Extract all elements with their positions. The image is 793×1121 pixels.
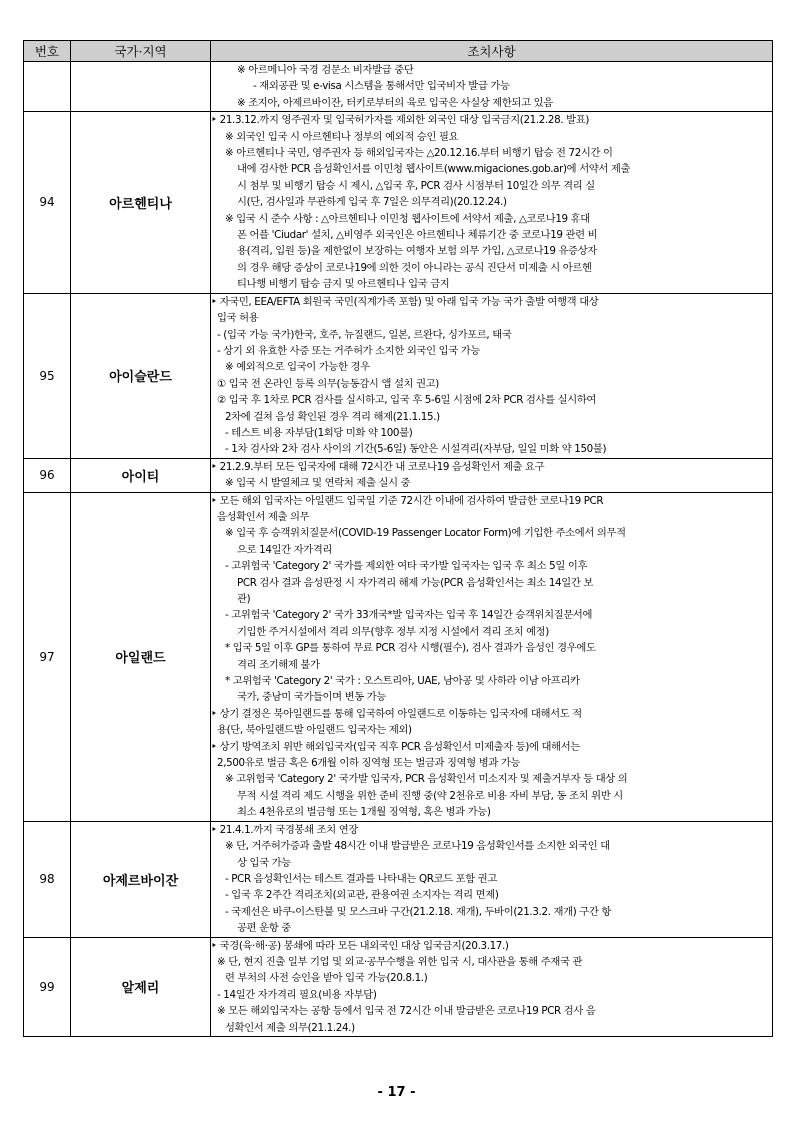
measure-line: - 국제선은 바쿠-이스탄불 및 모스크바 구간(21.2.18. 재개), 두바이(21.3.2. 재개) 구간 항 bbox=[225, 905, 612, 918]
row-measures bbox=[211, 937, 773, 1036]
table-body bbox=[24, 62, 773, 1037]
measure-line: 으로 14일간 자가격리 bbox=[237, 543, 333, 556]
measure-line: 국가, 중남미 국가들이며 변동 가능 bbox=[237, 691, 386, 704]
measure-line: PCR 검사 결과 음성판정 시 자가격리 해제 가능(PCR 음성확인서는 최소 14일간 보 bbox=[237, 576, 593, 589]
measure-line: - 테스트 비용 자부담(1회당 미화 약 100불) bbox=[225, 426, 413, 439]
measure-line: ‣ 모든 해외 입국자는 아일랜드 입국일 기준 72시간 이내에 검사하여 발급한 코로나19 PCR bbox=[211, 494, 604, 507]
measure-line: 공편 운항 중 bbox=[237, 922, 291, 935]
row-number: 95 bbox=[24, 293, 71, 458]
measure-line: ※ 외국인 입국 시 아르헨티나 정부의 예외적 승인 필요 bbox=[225, 130, 459, 143]
measure-line: 입국 허용 bbox=[217, 312, 259, 325]
row-measures bbox=[211, 458, 773, 492]
measure-line: ‣ 21.3.12.까지 영주권자 및 입국허가자를 제외한 외국인 대상 입국금지(21.2.28. 발표) bbox=[211, 114, 590, 127]
table-header-row bbox=[24, 41, 773, 62]
measure-line: ‣ 상기 방역조치 위반 해외입국자(입국 직후 PCR 음성확인서 미제출자 등)에 대해서는 bbox=[211, 740, 580, 753]
table-row bbox=[24, 937, 773, 1036]
measure-line: 음성확인서 제출 의무 bbox=[217, 510, 310, 523]
measure-line: ※ 입국 시 발열체크 및 연락처 제출 실시 중 bbox=[225, 477, 411, 490]
row-number: 99 bbox=[24, 937, 71, 1036]
measure-line: 용(격리, 입원 등)을 제한없이 보장하는 여행자 보험 의무 가입, △코로나19 유증상자 bbox=[237, 245, 597, 258]
row-number bbox=[24, 62, 71, 112]
measure-line: ※ 단, 현지 진출 일부 기업 및 외교·공무수행을 위한 입국 시, 대사관을 통해 주재국 관 bbox=[217, 955, 583, 968]
table-row bbox=[24, 458, 773, 492]
header-country: 국가·지역 bbox=[71, 41, 211, 62]
measure-line: - PCR 음성확인서는 테스트 결과를 나타내는 QR코드 포함 권고 bbox=[225, 872, 497, 885]
measure-line: ② 입국 후 1차로 PCR 검사를 실시하고, 입국 후 5-6일 시점에 2차 PCR 검사를 실시하여 bbox=[217, 394, 597, 407]
measure-line: ※ 예외적으로 입국이 가능한 경우 bbox=[225, 361, 370, 374]
measure-line: ※ 조지아, 아제르바이잔, 터키로부터의 육로 입국은 사실상 제한되고 있음 bbox=[237, 96, 553, 109]
measure-line: 상 입국 가능 bbox=[237, 856, 291, 869]
measure-line: ※ 아르헨티나 국민, 영주권자 등 해외입국자는 △20.12.16.부터 비행기 탑승 전 72시간 이 bbox=[225, 147, 613, 160]
row-country: 아이슬란드 bbox=[71, 293, 211, 458]
measure-line: - 고위험국 'Category 2' 국가 33개국*발 입국자는 입국 후 14일간 승객위치질문서에 bbox=[225, 609, 593, 622]
measure-line: ‣ 상기 결정은 북아일랜드를 통해 입국하여 아일랜드로 이동하는 입국자에 대해서도 적 bbox=[211, 707, 582, 720]
measure-line: - 1차 검사와 2차 검사 사이의 기간(5-6일) 동안은 시설격리(자부담, 일일 미화 약 150불) bbox=[225, 443, 607, 456]
row-country: 아이티 bbox=[71, 458, 211, 492]
measure-line: - (입국 가능 국가)한국, 호주, 뉴질랜드, 일본, 르완다, 싱가포르, 태국 bbox=[217, 328, 512, 341]
row-measures bbox=[211, 492, 773, 821]
row-measures bbox=[211, 112, 773, 293]
row-measures bbox=[211, 62, 773, 112]
header-num: 번호 bbox=[24, 41, 71, 62]
measure-line: 2차에 걸쳐 음성 확인된 경우 격리 해제(21.1.15.) bbox=[225, 410, 440, 423]
measure-line: 시(단, 검사일과 무관하게 입국 후 7일은 의무격리)(20.12.24.) bbox=[237, 196, 507, 209]
measure-line: - 14일간 자가격리 필요(비용 자부담) bbox=[217, 988, 377, 1001]
measure-line: 성확인서 제출 의무(21.1.24.) bbox=[225, 1021, 355, 1034]
row-country: 알제리 bbox=[71, 937, 211, 1036]
row-number: 96 bbox=[24, 458, 71, 492]
measure-line: ※ 입국 시 준수 사항 : △아르헨티나 이민청 웹사이트에 서약서 제출, △코로나19 휴대 bbox=[225, 212, 590, 225]
measure-line: ※ 아르메니아 국경 검문소 비자발급 중단 bbox=[237, 64, 414, 76]
measure-line: - 고위험국 'Category 2' 국가를 제외한 여타 국가발 입국자는 입국 후 최소 5일 이후 bbox=[225, 560, 588, 573]
row-country bbox=[71, 62, 211, 112]
measure-line: 최소 4천유로의 벌금형 또는 1개월 징역형, 혹은 병과 가능) bbox=[237, 806, 491, 819]
measure-line: ‣ 21.4.1.까지 국경봉쇄 조치 연장 bbox=[211, 823, 358, 836]
row-country: 아일랜드 bbox=[71, 492, 211, 821]
measure-line: ※ 모든 해외입국자는 공항 등에서 입국 전 72시간 이내 발급받은 코로나19 PCR 검사 음 bbox=[217, 1005, 596, 1018]
measure-line: 2,500유로 벌금 혹은 6개월 이하 징역형 또는 벌금과 징역형 병과 가능 bbox=[217, 757, 521, 770]
measure-line: ※ 고위험국 'Category 2' 국가발 입국자, PCR 음성확인서 미소지자 및 제출거부자 등 대상 의 bbox=[225, 773, 628, 786]
measure-line: 무적 시설 격리 제도 시행을 위한 준비 진행 중(약 2천유로 비용 자비 부담, 동 조치 위반 시 bbox=[237, 789, 623, 802]
page-number: - 17 - bbox=[377, 1085, 416, 1100]
row-measures bbox=[211, 821, 773, 937]
measure-line: ‣ 국경(육·해·공) 봉쇄에 따라 모든 내외국인 대상 입국금지(20.3.17.) bbox=[211, 939, 509, 952]
measure-line: 내에 검사한 PCR 음성확인서를 이민청 웹사이트(www.migaciones.gob.ar)에 서약서 제출 bbox=[237, 163, 631, 176]
table-row bbox=[24, 62, 773, 112]
measure-line: - 입국 후 2주간 격리조치(외교관, 관용여권 소지자는 격리 면제) bbox=[225, 889, 499, 902]
table-row bbox=[24, 112, 773, 293]
measure-line: - 재외공관 및 e-visa 시스템을 통해서만 입국비자 발급 가능 bbox=[253, 80, 510, 93]
measure-line: * 고위험국 'Category 2' 국가 : 오스트리아, UAE, 남아공 및 사하라 이남 아프리카 bbox=[225, 675, 580, 688]
header-measure: 조치사항 bbox=[211, 41, 773, 62]
measure-line: - 상기 외 유효한 사증 또는 거주허가 소지한 외국인 입국 가능 bbox=[217, 344, 480, 357]
measures-table bbox=[23, 40, 773, 1037]
row-number: 94 bbox=[24, 112, 71, 293]
measure-line: 관) bbox=[237, 593, 251, 605]
measure-line: * 입국 5일 이후 GP를 통하여 무료 PCR 검사 시행(필수), 검사 결과가 음성인 경우에도 bbox=[225, 642, 596, 655]
table-row bbox=[24, 821, 773, 937]
row-measures bbox=[211, 293, 773, 458]
measure-line: 티나행 비행기 탑승 금지 및 아르헨티나 입국 금지 bbox=[237, 278, 450, 291]
row-number: 98 bbox=[24, 821, 71, 937]
measure-line: 련 부처의 사전 승인을 받아 입국 가능(20.8.1.) bbox=[225, 972, 428, 985]
row-country: 아제르바이잔 bbox=[71, 821, 211, 937]
table-row bbox=[24, 492, 773, 821]
measure-line: 의 경우 해당 증상이 코로나19에 의한 것이 아니라는 공식 진단서 미제출 시 아르헨 bbox=[237, 261, 592, 274]
measure-line: 폰 어플 'Ciudar' 설치, △비영주 외국인은 아르헨티나 체류기간 중 코로나19 관련 비 bbox=[237, 229, 598, 242]
measure-line: 시 첨부 및 비행기 탑승 시 제시, △입국 후, PCR 검사 시점부터 10일간 의무 격리 실 bbox=[237, 179, 595, 192]
measure-line: 기입한 주거시설에서 격리 의무(향후 정부 지정 시설에서 격리 조치 예정) bbox=[237, 625, 549, 638]
measure-line: 용(단, 북아일랜드발 아일랜드 입국자는 제외) bbox=[217, 724, 412, 737]
measure-line: ※ 입국 후 승객위치질문서(COVID-19 Passenger Locator Form)에 기입한 주소에서 의무적 bbox=[225, 527, 626, 540]
table-row bbox=[24, 293, 773, 458]
measure-line: ① 입국 전 온라인 등록 의무(능동감시 앱 설치 권고) bbox=[217, 377, 439, 390]
measure-line: 격리 조기해제 불가 bbox=[237, 658, 320, 671]
measure-line: ‣ 21.2.9.부터 모든 입국자에 대해 72시간 내 코로나19 음성확인서 제출 요구 bbox=[211, 460, 545, 473]
measure-line: ‣ 자국민, EEA/EFTA 회원국 국민(직계가족 포함) 및 아래 입국 가능 국가 출발 여행객 대상 bbox=[211, 295, 599, 308]
row-country: 아르헨티나 bbox=[71, 112, 211, 293]
measure-line: ※ 단, 거주허가증과 출발 48시간 이내 발급받은 코로나19 음성확인서를 소지한 외국인 대 bbox=[225, 840, 610, 853]
row-number: 97 bbox=[24, 492, 71, 821]
